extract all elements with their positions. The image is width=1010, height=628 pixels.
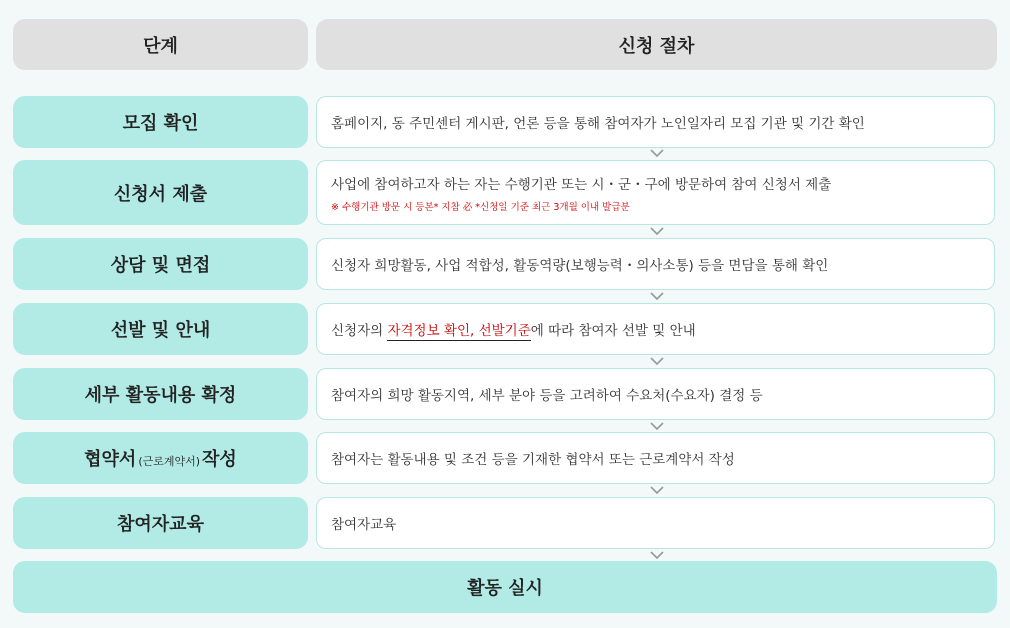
step-title: 참여자교육 [13, 497, 308, 549]
final-step-activity: 활동 실시 [13, 561, 997, 613]
document-note: ※ 수행기관 방문 시 등본* 지참 必 *신청일 기준 최근 3개월 이내 발급분 [331, 201, 630, 213]
chevron-down-icon [650, 422, 664, 431]
step-title-suffix: 작성 [202, 449, 237, 470]
process-row [13, 160, 997, 225]
step-title: 신청서 제출 [13, 160, 308, 225]
step-description [316, 160, 995, 225]
step-title: 상담 및 면접 [13, 238, 308, 290]
process-row [13, 432, 997, 484]
process-row [13, 238, 997, 290]
description-text: 사업에 참여하고자 하는 자는 수행기관 또는 시・군・구에 방문하여 참여 신청서 제출 [331, 176, 832, 193]
step-title [13, 432, 308, 484]
description-text: 참여자는 활동내용 및 조건 등을 기재한 협약서 또는 근로계약서 작성 [331, 452, 735, 468]
chevron-down-icon [650, 149, 664, 158]
step-description [316, 303, 995, 355]
step-description [316, 497, 995, 549]
process-row [13, 96, 997, 148]
process-row [13, 368, 997, 420]
process-row [13, 303, 997, 355]
step-title: 모집 확인 [13, 96, 308, 148]
step-description [316, 368, 995, 420]
process-row [13, 497, 997, 549]
step-title: 선발 및 안내 [13, 303, 308, 355]
description-text: 참여자교육 [331, 517, 397, 533]
chevron-down-icon [650, 227, 664, 236]
step-description [316, 432, 995, 484]
highlighted-criteria: 자격정보 확인, 선발기준 [387, 323, 531, 339]
description-suffix: 에 따라 참여자 선발 및 안내 [530, 323, 696, 339]
step-column-header: 단계 [13, 19, 308, 70]
chevron-down-icon [650, 357, 664, 366]
description-text: 신청자 희망활동, 사업 적합성, 활동역량(보행능력・의사소통) 등을 면담을 통해 확인 [331, 258, 829, 274]
description-text [331, 319, 994, 339]
chevron-down-icon [650, 292, 664, 301]
step-title: 세부 활동내용 확정 [13, 368, 308, 420]
chevron-down-icon [650, 486, 664, 495]
step-description [316, 238, 995, 290]
step-description [316, 96, 995, 148]
chevron-down-icon [650, 551, 664, 560]
procedure-column-header: 신청 절차 [316, 19, 997, 70]
description-prefix: 신청자의 [331, 323, 388, 339]
step-title-main: 협약서 [84, 449, 137, 470]
description-text: 홈페이지, 동 주민센터 게시판, 언론 등을 통해 참여자가 노인일자리 모집 기관 및 기간 확인 [331, 116, 865, 132]
step-title-small: (근로계약서) [138, 455, 201, 468]
description-text: 참여자의 희망 활동지역, 세부 분야 등을 고려하여 수요처(수요자) 결정 등 [331, 388, 763, 404]
